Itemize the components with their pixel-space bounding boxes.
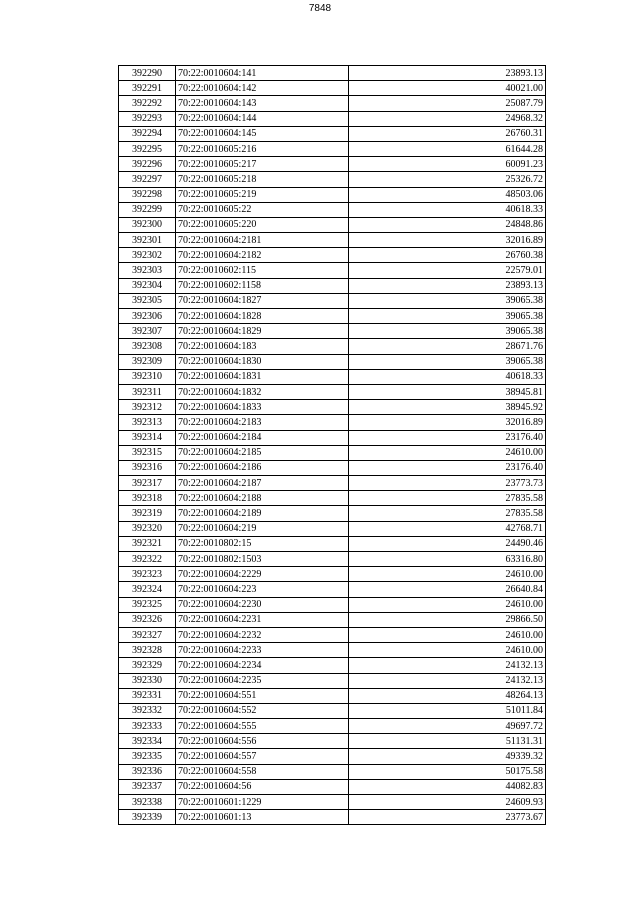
row-number-cell: 392308 [119, 339, 176, 354]
row-number-cell: 392325 [119, 597, 176, 612]
cadastral-number-cell: 70:22:0010604:2233 [176, 643, 349, 658]
row-number-cell: 392315 [119, 445, 176, 460]
cadastral-number-cell: 70:22:0010604:142 [176, 81, 349, 96]
row-number-cell: 392337 [119, 779, 176, 794]
cadastral-number-cell: 70:22:0010604:144 [176, 111, 349, 126]
row-number-cell: 392330 [119, 673, 176, 688]
cadastral-number-cell: 70:22:0010605:218 [176, 172, 349, 187]
data-table [118, 65, 546, 825]
table-row [119, 111, 546, 126]
value-cell: 23773.67 [349, 810, 546, 825]
table-row [119, 369, 546, 384]
table-row [119, 415, 546, 430]
table-row [119, 187, 546, 202]
value-cell: 24610.00 [349, 597, 546, 612]
cadastral-number-cell: 70:22:0010604:2188 [176, 491, 349, 506]
cadastral-number-cell: 70:22:0010604:555 [176, 719, 349, 734]
row-number-cell: 392334 [119, 734, 176, 749]
cadastral-number-cell: 70:22:0010604:223 [176, 582, 349, 597]
cadastral-number-cell: 70:22:0010605:216 [176, 141, 349, 156]
value-cell: 24610.00 [349, 567, 546, 582]
row-number-cell: 392319 [119, 506, 176, 521]
cadastral-number-cell: 70:22:0010604:1828 [176, 309, 349, 324]
cadastral-number-cell: 70:22:0010604:1827 [176, 293, 349, 308]
cadastral-number-cell: 70:22:0010604:2230 [176, 597, 349, 612]
row-number-cell: 392321 [119, 536, 176, 551]
value-cell: 23893.13 [349, 278, 546, 293]
value-cell: 39065.38 [349, 324, 546, 339]
table-row [119, 491, 546, 506]
value-cell: 24132.13 [349, 673, 546, 688]
table-row [119, 430, 546, 445]
cadastral-number-cell: 70:22:0010604:1832 [176, 384, 349, 399]
row-number-cell: 392322 [119, 552, 176, 567]
value-cell: 24968.32 [349, 111, 546, 126]
cadastral-number-cell: 70:22:0010604:183 [176, 339, 349, 354]
table-row [119, 157, 546, 172]
table-row [119, 734, 546, 749]
table-row [119, 233, 546, 248]
cadastral-number-cell: 70:22:0010802:1503 [176, 552, 349, 567]
row-number-cell: 392293 [119, 111, 176, 126]
row-number-cell: 392314 [119, 430, 176, 445]
table-row [119, 445, 546, 460]
cadastral-number-cell: 70:22:0010604:143 [176, 96, 349, 111]
row-number-cell: 392295 [119, 141, 176, 156]
row-number-cell: 392302 [119, 248, 176, 263]
value-cell: 24848.86 [349, 217, 546, 232]
value-cell: 38945.92 [349, 400, 546, 415]
table-row [119, 66, 546, 81]
row-number-cell: 392336 [119, 764, 176, 779]
table-row [119, 293, 546, 308]
cadastral-number-cell: 70:22:0010604:2184 [176, 430, 349, 445]
cadastral-number-cell: 70:22:0010604:2183 [176, 415, 349, 430]
table-row [119, 597, 546, 612]
row-number-cell: 392312 [119, 400, 176, 415]
cadastral-number-cell: 70:22:0010604:551 [176, 688, 349, 703]
table-row [119, 795, 546, 810]
table-row [119, 263, 546, 278]
row-number-cell: 392306 [119, 309, 176, 324]
cadastral-number-cell: 70:22:0010604:558 [176, 764, 349, 779]
table-row [119, 673, 546, 688]
value-cell: 39065.38 [349, 309, 546, 324]
value-cell: 28671.76 [349, 339, 546, 354]
table-row [119, 354, 546, 369]
cadastral-number-cell: 70:22:0010602:115 [176, 263, 349, 278]
table-row [119, 779, 546, 794]
table-row [119, 309, 546, 324]
value-cell: 42768.71 [349, 521, 546, 536]
cadastral-number-cell: 70:22:0010604:2235 [176, 673, 349, 688]
row-number-cell: 392323 [119, 567, 176, 582]
row-number-cell: 392327 [119, 627, 176, 642]
value-cell: 23893.13 [349, 66, 546, 81]
row-number-cell: 392307 [119, 324, 176, 339]
cadastral-number-cell: 70:22:0010604:1833 [176, 400, 349, 415]
row-number-cell: 392305 [119, 293, 176, 308]
table-row [119, 643, 546, 658]
row-number-cell: 392303 [119, 263, 176, 278]
value-cell: 29866.50 [349, 612, 546, 627]
value-cell: 40021.00 [349, 81, 546, 96]
cadastral-number-cell: 70:22:0010601:1229 [176, 795, 349, 810]
row-number-cell: 392339 [119, 810, 176, 825]
row-number-cell: 392296 [119, 157, 176, 172]
row-number-cell: 392291 [119, 81, 176, 96]
value-cell: 27835.58 [349, 506, 546, 521]
table-row [119, 627, 546, 642]
value-cell: 40618.33 [349, 369, 546, 384]
value-cell: 49339.32 [349, 749, 546, 764]
table-row [119, 400, 546, 415]
row-number-cell: 392324 [119, 582, 176, 597]
value-cell: 24490.46 [349, 536, 546, 551]
row-number-cell: 392298 [119, 187, 176, 202]
value-cell: 23176.40 [349, 430, 546, 445]
cadastral-number-cell: 70:22:0010605:220 [176, 217, 349, 232]
value-cell: 49697.72 [349, 719, 546, 734]
table-row [119, 476, 546, 491]
cadastral-number-cell: 70:22:0010802:15 [176, 536, 349, 551]
value-cell: 63316.80 [349, 552, 546, 567]
row-number-cell: 392304 [119, 278, 176, 293]
cadastral-number-cell: 70:22:0010604:141 [176, 66, 349, 81]
row-number-cell: 392297 [119, 172, 176, 187]
value-cell: 44082.83 [349, 779, 546, 794]
cadastral-number-cell: 70:22:0010604:2182 [176, 248, 349, 263]
table-row [119, 719, 546, 734]
table-row [119, 658, 546, 673]
value-cell: 25326.72 [349, 172, 546, 187]
cadastral-number-cell: 70:22:0010604:2187 [176, 476, 349, 491]
cadastral-number-cell: 70:22:0010604:552 [176, 703, 349, 718]
value-cell: 39065.38 [349, 354, 546, 369]
row-number-cell: 392299 [119, 202, 176, 217]
value-cell: 39065.38 [349, 293, 546, 308]
cadastral-number-cell: 70:22:0010604:1829 [176, 324, 349, 339]
cadastral-number-cell: 70:22:0010604:2234 [176, 658, 349, 673]
cadastral-number-cell: 70:22:0010604:219 [176, 521, 349, 536]
cadastral-number-cell: 70:22:0010604:2229 [176, 567, 349, 582]
cadastral-number-cell: 70:22:0010604:145 [176, 126, 349, 141]
value-cell: 32016.89 [349, 233, 546, 248]
row-number-cell: 392294 [119, 126, 176, 141]
row-number-cell: 392313 [119, 415, 176, 430]
value-cell: 24610.00 [349, 643, 546, 658]
table-row [119, 460, 546, 475]
table-row [119, 217, 546, 232]
cadastral-number-cell: 70:22:0010604:56 [176, 779, 349, 794]
table-row [119, 278, 546, 293]
value-cell: 26760.31 [349, 126, 546, 141]
row-number-cell: 392338 [119, 795, 176, 810]
row-number-cell: 392320 [119, 521, 176, 536]
cadastral-number-cell: 70:22:0010604:2181 [176, 233, 349, 248]
value-cell: 25087.79 [349, 96, 546, 111]
value-cell: 26760.38 [349, 248, 546, 263]
row-number-cell: 392329 [119, 658, 176, 673]
table-row [119, 248, 546, 263]
value-cell: 24132.13 [349, 658, 546, 673]
table-row [119, 506, 546, 521]
value-cell: 23773.73 [349, 476, 546, 491]
table-row [119, 172, 546, 187]
table-row [119, 96, 546, 111]
cadastral-number-cell: 70:22:0010604:2189 [176, 506, 349, 521]
row-number-cell: 392311 [119, 384, 176, 399]
cadastral-number-cell: 70:22:0010604:2231 [176, 612, 349, 627]
cadastral-number-cell: 70:22:0010604:1831 [176, 369, 349, 384]
value-cell: 23176.40 [349, 460, 546, 475]
value-cell: 48503.06 [349, 187, 546, 202]
table-body [119, 66, 546, 825]
value-cell: 48264.13 [349, 688, 546, 703]
value-cell: 51011.84 [349, 703, 546, 718]
row-number-cell: 392331 [119, 688, 176, 703]
table-row [119, 749, 546, 764]
cadastral-number-cell: 70:22:0010604:2232 [176, 627, 349, 642]
value-cell: 24610.00 [349, 445, 546, 460]
table-row [119, 688, 546, 703]
page-number: 7848 [308, 3, 332, 14]
value-cell: 50175.58 [349, 764, 546, 779]
value-cell: 22579.01 [349, 263, 546, 278]
cadastral-number-cell: 70:22:0010604:1830 [176, 354, 349, 369]
row-number-cell: 392316 [119, 460, 176, 475]
row-number-cell: 392309 [119, 354, 176, 369]
cadastral-number-cell: 70:22:0010605:22 [176, 202, 349, 217]
row-number-cell: 392292 [119, 96, 176, 111]
cadastral-number-cell: 70:22:0010601:13 [176, 810, 349, 825]
table-row [119, 384, 546, 399]
table-row [119, 703, 546, 718]
value-cell: 40618.33 [349, 202, 546, 217]
value-cell: 32016.89 [349, 415, 546, 430]
table-row [119, 141, 546, 156]
table-row [119, 567, 546, 582]
row-number-cell: 392332 [119, 703, 176, 718]
cadastral-number-cell: 70:22:0010604:557 [176, 749, 349, 764]
value-cell: 24609.93 [349, 795, 546, 810]
value-cell: 60091.23 [349, 157, 546, 172]
cadastral-number-cell: 70:22:0010605:219 [176, 187, 349, 202]
row-number-cell: 392318 [119, 491, 176, 506]
table-row [119, 810, 546, 825]
table-row [119, 521, 546, 536]
row-number-cell: 392301 [119, 233, 176, 248]
table-row [119, 81, 546, 96]
cadastral-number-cell: 70:22:0010604:2186 [176, 460, 349, 475]
table-row [119, 612, 546, 627]
cadastral-number-cell: 70:22:0010604:556 [176, 734, 349, 749]
table-row [119, 582, 546, 597]
table-row [119, 202, 546, 217]
value-cell: 61644.28 [349, 141, 546, 156]
table-row [119, 324, 546, 339]
value-cell: 27835.58 [349, 491, 546, 506]
table-row [119, 536, 546, 551]
cadastral-number-cell: 70:22:0010605:217 [176, 157, 349, 172]
cadastral-number-cell: 70:22:0010602:1158 [176, 278, 349, 293]
value-cell: 38945.81 [349, 384, 546, 399]
value-cell: 24610.00 [349, 627, 546, 642]
row-number-cell: 392290 [119, 66, 176, 81]
row-number-cell: 392333 [119, 719, 176, 734]
value-cell: 51131.31 [349, 734, 546, 749]
value-cell: 26640.84 [349, 582, 546, 597]
row-number-cell: 392300 [119, 217, 176, 232]
row-number-cell: 392317 [119, 476, 176, 491]
cadastral-number-cell: 70:22:0010604:2185 [176, 445, 349, 460]
row-number-cell: 392335 [119, 749, 176, 764]
table-row [119, 339, 546, 354]
row-number-cell: 392310 [119, 369, 176, 384]
table-row [119, 764, 546, 779]
table-row [119, 552, 546, 567]
row-number-cell: 392328 [119, 643, 176, 658]
row-number-cell: 392326 [119, 612, 176, 627]
table-row [119, 126, 546, 141]
